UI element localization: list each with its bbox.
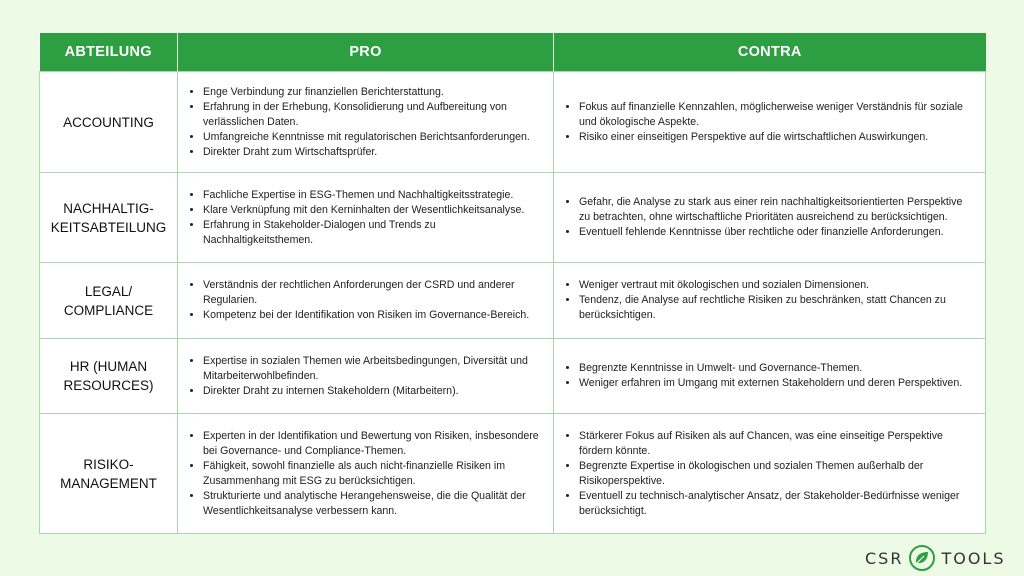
contra-item: • Tendenz, die Analyse auf rechtliche Risiken zu beschränken, statt Chancen zu berücksichtigen. xyxy=(579,293,976,323)
leaf-icon xyxy=(909,545,935,571)
pro-cell xyxy=(178,72,554,173)
contra-cell xyxy=(554,414,986,534)
dept-label: RISIKO-MANAGEMENT xyxy=(40,414,178,534)
dept-label: LEGAL/ COMPLIANCE xyxy=(40,263,178,339)
contra-cell xyxy=(554,72,986,173)
table-header-row xyxy=(40,33,986,72)
pro-cell xyxy=(178,173,554,263)
contra-cell xyxy=(554,339,986,414)
pro-item: • Expertise in sozialen Themen wie Arbeitsbedingungen, Diversität und Mitarbeiterwohlbefinden. xyxy=(203,354,544,384)
contra-cell xyxy=(554,173,986,263)
contra-cell xyxy=(554,263,986,339)
contra-item: • Eventuell zu technisch-analytischer Ansatz, der Stakeholder-Bedürfnisse weniger berücksichtigt. xyxy=(579,489,976,519)
pro-item: • Kompetenz bei der Identifikation von Risiken im Governance-Bereich. xyxy=(203,308,544,323)
pro-item: • Strukturierte und analytische Herangehensweise, die die Qualität der Wesentlichkeitsanalyse verbessern kann. xyxy=(203,489,544,519)
pro-item: • Klare Verknüpfung mit den Kerninhalten der Wesentlichkeitsanalyse. xyxy=(203,203,544,218)
contra-item: • Begrenzte Expertise in ökologischen und sozialen Themen außerhalb der Risikoperspektive. xyxy=(579,459,976,489)
pro-item: • Experten in der Identifikation und Bewertung von Risiken, insbesondere bei Governance- und Compliance-Themen. xyxy=(203,429,544,459)
pro-cell xyxy=(178,414,554,534)
table-row xyxy=(40,414,986,534)
table-row xyxy=(40,72,986,173)
pro-cell xyxy=(178,263,554,339)
table-row xyxy=(40,173,986,263)
comparison-table xyxy=(39,33,986,534)
table-row xyxy=(40,339,986,414)
contra-item: • Fokus auf finanzielle Kennzahlen, möglicherweise weniger Verständnis für soziale und ökologische Aspekte. xyxy=(579,100,976,130)
contra-item: • Eventuell fehlende Kenntnisse über rechtliche oder finanzielle Anforderungen. xyxy=(579,225,976,240)
contra-item: • Risiko einer einseitigen Perspektive auf die wirtschaftlichen Auswirkungen. xyxy=(579,130,976,145)
header-pro: PRO xyxy=(178,33,554,72)
pro-item: • Fähigkeit, sowohl finanzielle als auch nicht-finanzielle Risiken im Zusammenhang mit ESG zu berücksichtigen. xyxy=(203,459,544,489)
pro-cell xyxy=(178,339,554,414)
contra-item: • Gefahr, die Analyse zu stark aus einer rein nachhaltigkeitsorientierten Perspektive zu betrachten, ohne wirtschaftliche Prioritäten ausreichend zu berücksichtigen. xyxy=(579,195,976,225)
logo-text-left: CSR xyxy=(865,548,904,568)
header-contra: CONTRA xyxy=(554,33,986,72)
csr-tools-logo xyxy=(865,543,1015,573)
dept-label: HR (HUMAN RESOURCES) xyxy=(40,339,178,414)
pro-item: • Enge Verbindung zur finanziellen Berichterstattung. xyxy=(203,85,544,100)
header-abteilung: ABTEILUNG xyxy=(40,33,178,72)
pro-item: • Erfahrung in der Erhebung, Konsolidierung und Aufbereitung von verlässlichen Daten. xyxy=(203,100,544,130)
contra-item: • Stärkerer Fokus auf Risiken als auf Chancen, was eine einseitige Perspektive fördern könnte. xyxy=(579,429,976,459)
dept-label: NACHHALTIG-KEITSABTEILUNG xyxy=(40,173,178,263)
pro-item: • Verständnis der rechtlichen Anforderungen der CSRD und anderer Regularien. xyxy=(203,278,544,308)
contra-item: • Weniger vertraut mit ökologischen und sozialen Dimensionen. xyxy=(579,278,976,293)
logo-text-right: TOOLS xyxy=(941,548,1006,568)
dept-label: ACCOUNTING xyxy=(40,72,178,173)
contra-item: • Weniger erfahren im Umgang mit externen Stakeholdern und deren Perspektiven. xyxy=(579,376,976,391)
pro-item: • Umfangreiche Kenntnisse mit regulatorischen Berichtsanforderungen. xyxy=(203,130,544,145)
table-row xyxy=(40,263,986,339)
pro-item: • Direkter Draht zum Wirtschaftsprüfer. xyxy=(203,145,544,160)
contra-item: • Begrenzte Kenntnisse in Umwelt- und Governance-Themen. xyxy=(579,361,976,376)
pro-item: • Erfahrung in Stakeholder-Dialogen und Trends zu Nachhaltigkeitsthemen. xyxy=(203,218,544,248)
pro-item: • Direkter Draht zu internen Stakeholdern (Mitarbeitern). xyxy=(203,384,544,399)
pro-item: • Fachliche Expertise in ESG-Themen und Nachhaltigkeitsstrategie. xyxy=(203,188,544,203)
